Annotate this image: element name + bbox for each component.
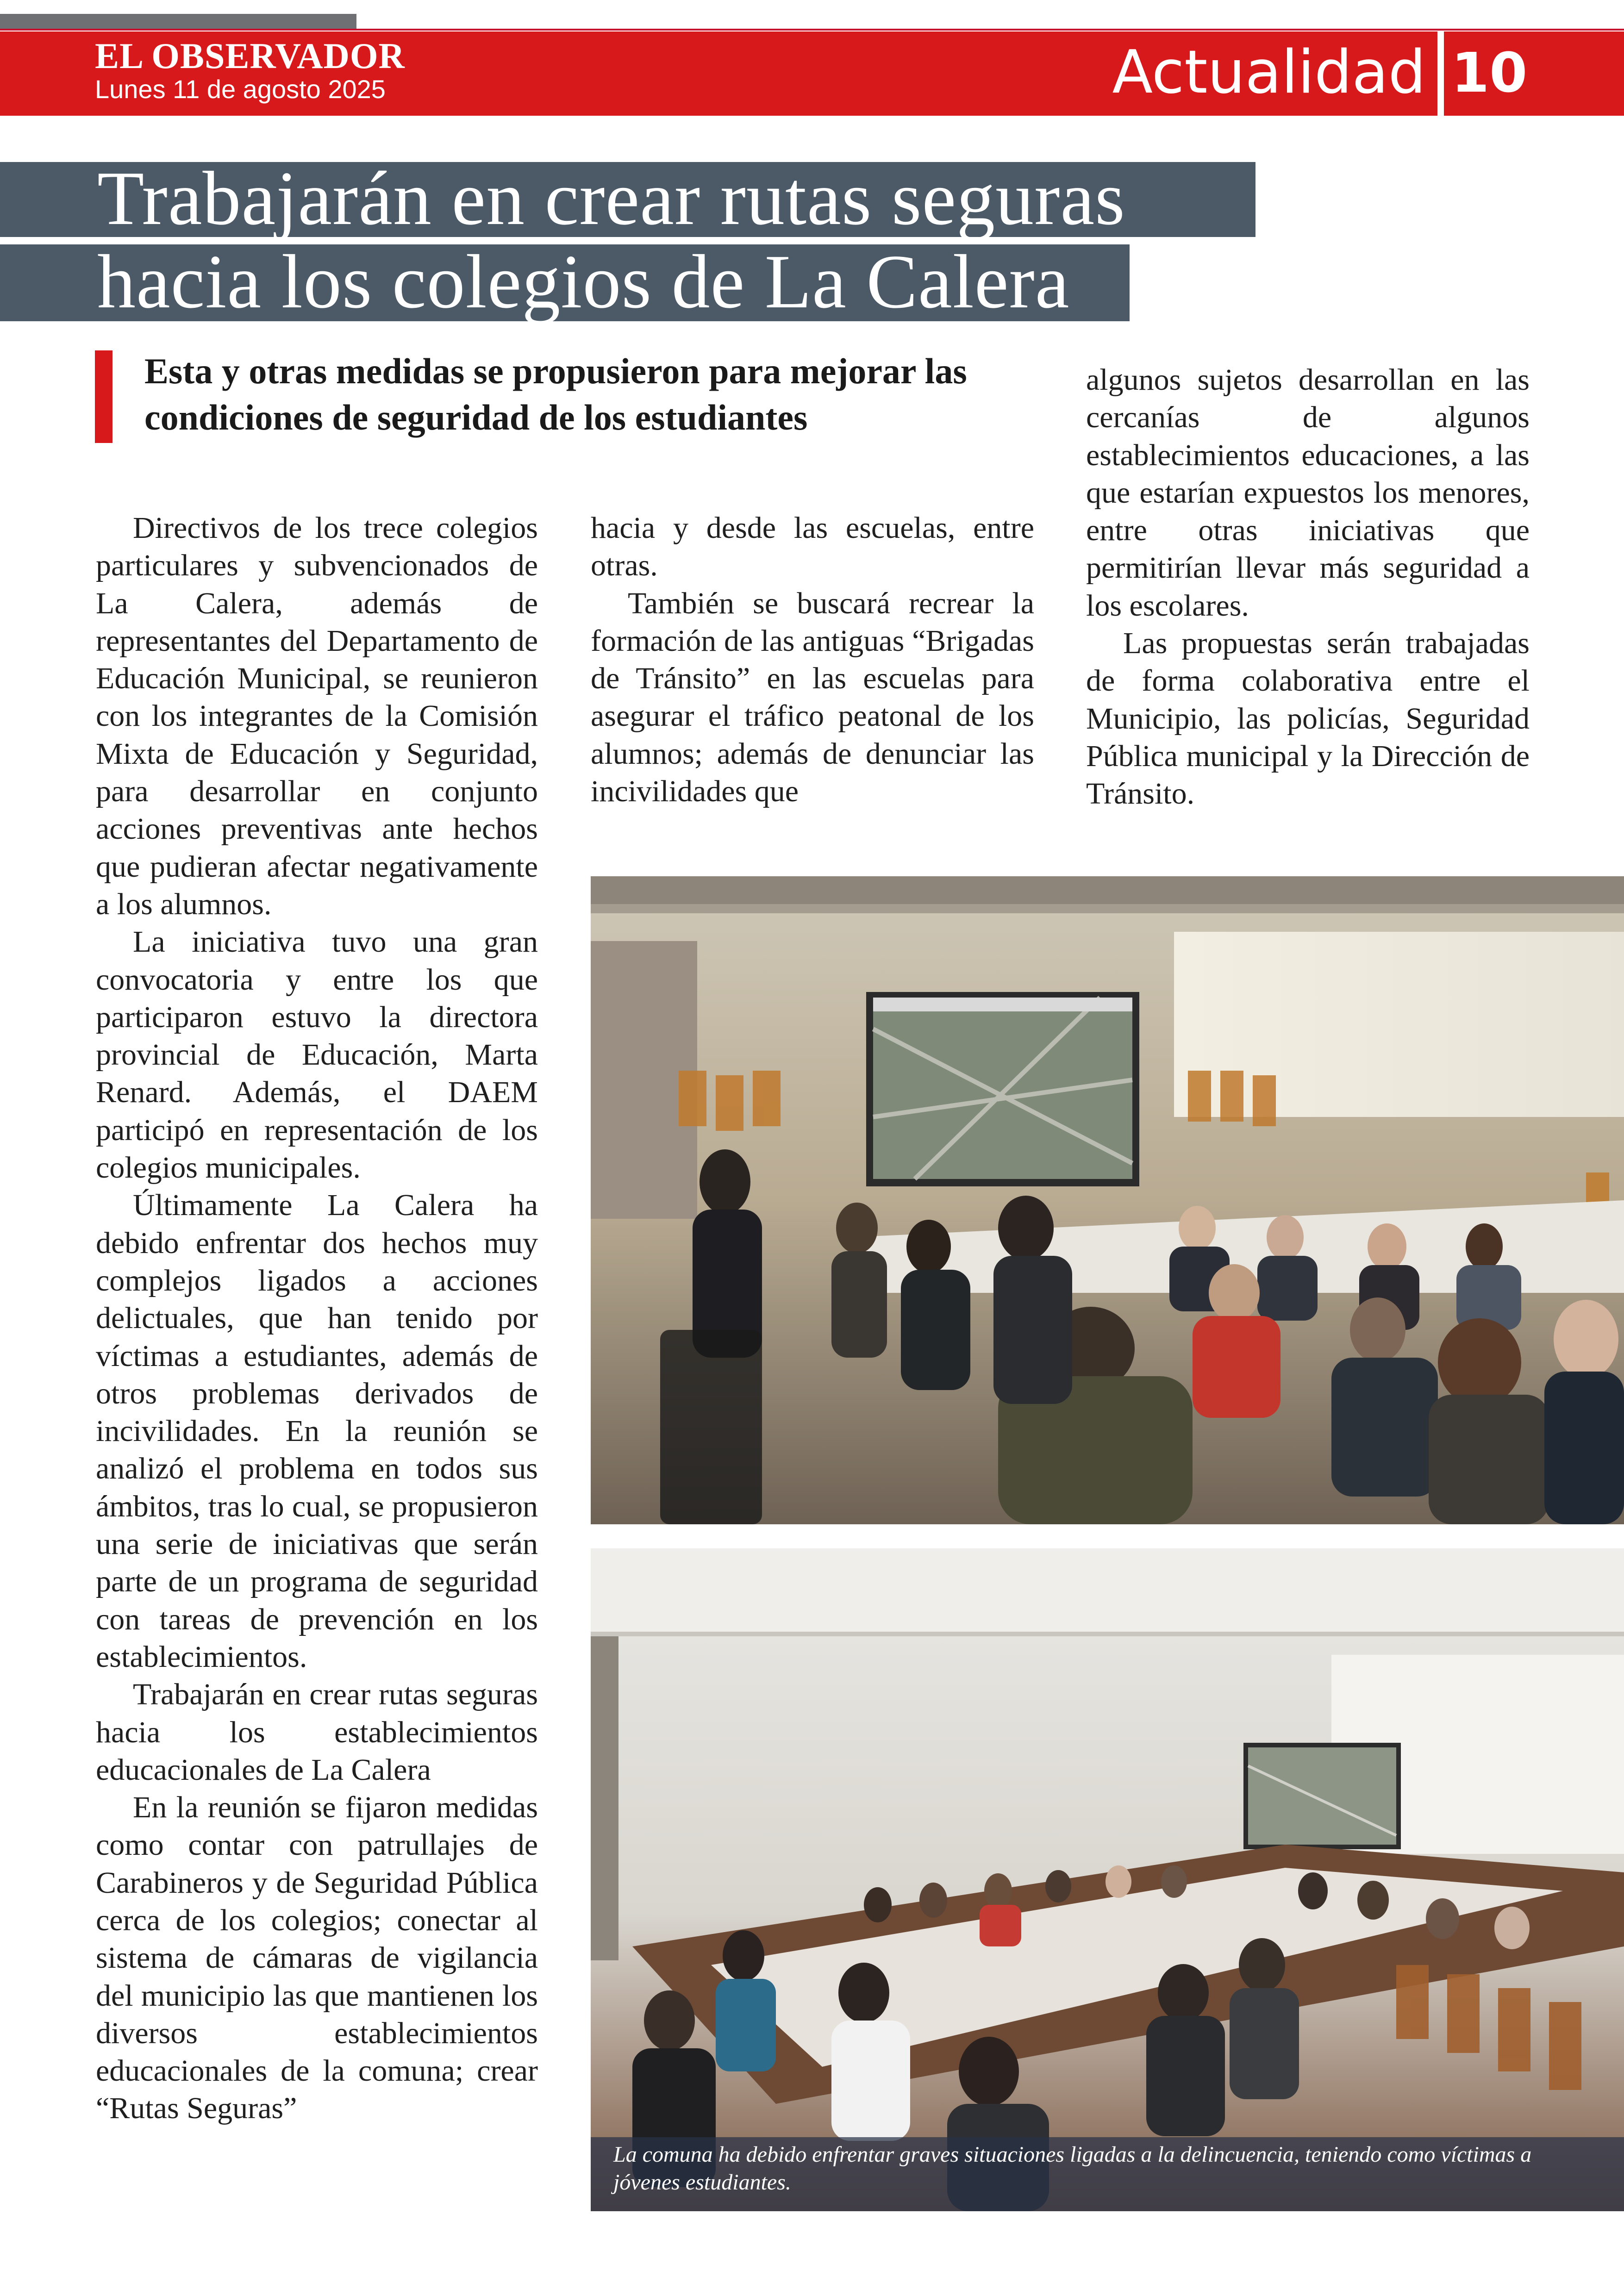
paragraph: Directivos de los trece colegios particulares y subvencionados de La Calera, además de representantes del Departamento de Educación Municipal, se reunieron con los integrantes de la Comisión Mixta de Educación y Seguridad, para desarrollar en conjunto acciones preventivas ante hechos que pudieran afectar negativamente a los alumnos. [96, 511, 538, 921]
meeting-photo-1 [591, 876, 1624, 1524]
headline-line-2: hacia los colegios de La Calera [97, 239, 1070, 324]
paragraph: En la reunión se fijaron medidas como contar con patrullajes de Carabineros y de Seguridad Pública cerca de los colegios; conectar al sistema de cámaras de vigilancia del municipio las que mantienen los diversos establecimientos educacionales de la comuna; crear “Rutas Seguras” [96, 1790, 538, 2126]
publication-name: EL OBSERVADOR [95, 36, 405, 76]
article-column-left [96, 509, 538, 2127]
paragraph: Últimamente La Calera ha debido enfrentar dos hechos muy complejos ligados a acciones delictuales, que han tenido por víctimas a estudiantes, además de otros problemas derivados de incivilidades. En la reunión se analizó el problema en todos sus ámbitos, tras lo cual, se propusieron una serie de iniciativas que serán parte de un programa de seguridad con tareas de prevención en los establecimientos. [96, 1188, 538, 1674]
paragraph: Las propuestas serán trabajadas de forma colaborativa entre el Municipio, las policías, Seguridad Pública municipal y la Dirección de Tránsito. [1086, 626, 1530, 811]
meeting-photo-2 [591, 1548, 1624, 2211]
subheadline: Esta y otras medidas se propusieron para mejorar las condiciones de seguridad de los estudiantes [144, 351, 967, 437]
section-name: Actualidad [1112, 38, 1426, 107]
paragraph: algunos sujetos desarrollan en las cercanías de algunos establecimientos educaciones, a las que estarían expuestos los menores, entre otras iniciativas que permitirían llevar más seguridad a los escolares. [1086, 363, 1530, 623]
header-accent-bar [0, 14, 356, 30]
section-divider [1437, 31, 1444, 116]
subheadline-marker [95, 350, 112, 443]
photo-caption: La comuna ha debido enfrentar graves situaciones ligadas a la delincuencia, teniendo como víctimas a jóvenes estudiantes. [613, 2142, 1532, 2195]
paragraph: hacia y desde las escuelas, entre otras. [591, 511, 1034, 583]
header-rule [0, 29, 1624, 31]
paragraph: La iniciativa tuvo una gran convocatoria y entre los que participaron estuvo la directora provincial de Educación, Marta Renard. Además, el DAEM participó en representación de los colegios municipales. [96, 925, 538, 1185]
headline-line-1: Trabajarán en crear rutas seguras [97, 156, 1125, 241]
article-column-right [1086, 361, 1530, 813]
paragraph: También se buscará recrear la formación de las antiguas “Brigadas de Tránsito” en las escuelas para asegurar el tráfico peatonal de los alumnos; además de denunciar las incivilidades que [591, 586, 1034, 809]
publication-date: Lunes 11 de agosto 2025 [95, 75, 386, 104]
paragraph: Trabajarán en crear rutas seguras hacia los establecimientos educacionales de La Calera [96, 1678, 538, 1787]
article-column-middle [591, 509, 1034, 810]
page-number: 10 [1451, 41, 1528, 105]
